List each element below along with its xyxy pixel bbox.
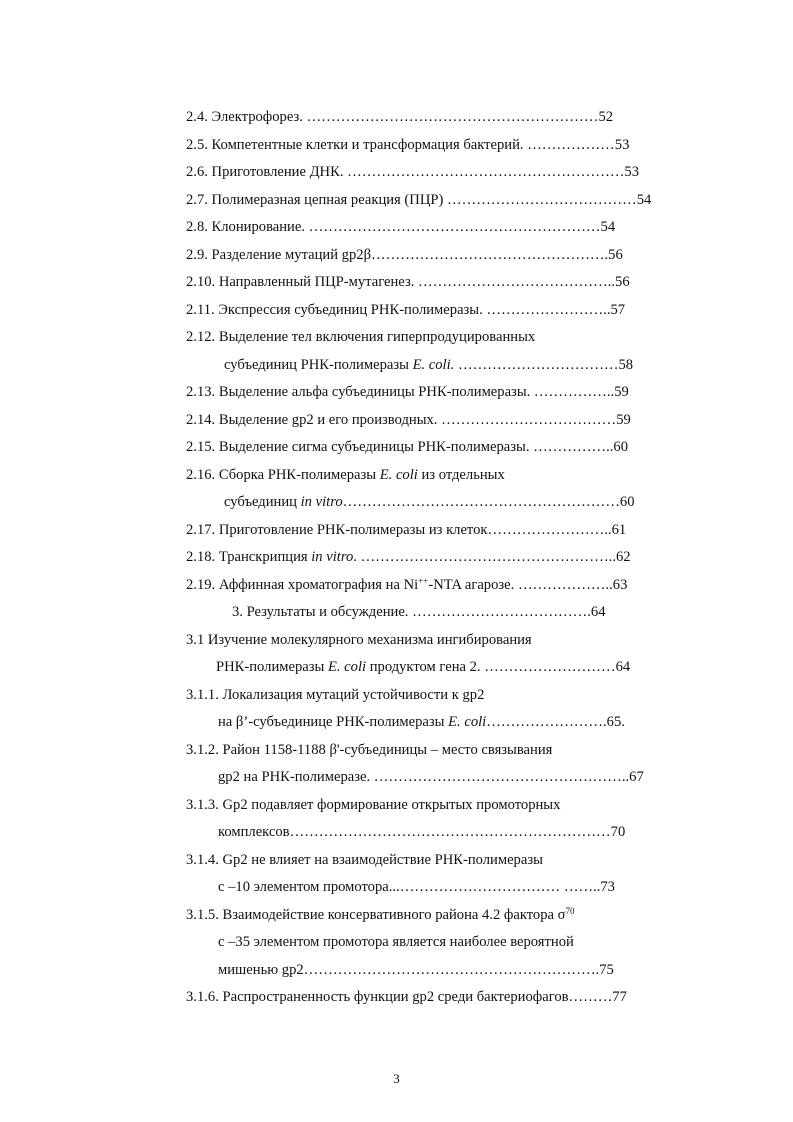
toc-entry-superscript: ++ bbox=[418, 575, 429, 586]
toc-entry bbox=[186, 709, 672, 737]
toc-entry bbox=[186, 682, 672, 710]
toc-leader-dots: …………………………… bbox=[457, 356, 619, 373]
toc-entry-italic: E. coli bbox=[327, 659, 367, 675]
toc-entry bbox=[186, 434, 672, 462]
toc-entry-text: 3.1.4. Gp2 не влияет на взаимодействие РНК-полимеразы bbox=[186, 851, 543, 868]
toc-page-number: 53 bbox=[624, 164, 639, 180]
toc-leader-dots: ……………………………………………………. bbox=[303, 961, 600, 978]
toc-entry-text: на β’-субъединице РНК-полимеразы bbox=[218, 714, 449, 730]
toc-leader-dots: ………………………………. bbox=[412, 604, 591, 620]
toc-leader-dots: ……………………………… bbox=[441, 411, 617, 428]
toc-page-number: 64 bbox=[615, 659, 631, 675]
table-of-contents bbox=[186, 104, 672, 1012]
toc-entry bbox=[186, 214, 672, 242]
toc-page-number: 59 bbox=[616, 411, 631, 428]
toc-entry bbox=[186, 792, 672, 820]
toc-entry-italic: E. coli. bbox=[412, 356, 455, 373]
toc-entry-italic: in vitro bbox=[300, 494, 343, 510]
toc-page-number: 65. bbox=[606, 714, 625, 730]
toc-entry-text: 3. Результаты и обсуждение. bbox=[232, 604, 413, 620]
toc-entry bbox=[186, 819, 672, 847]
toc-entry-text: 2.6. Приготовление ДНК. bbox=[186, 164, 348, 180]
toc-entry-text: с –35 элементом промотора является наиболее вероятной bbox=[218, 934, 574, 950]
toc-leader-dots: …………………………………………. bbox=[371, 246, 609, 263]
toc-entry bbox=[186, 984, 672, 1012]
toc-leader-dots: ……… bbox=[568, 989, 613, 1005]
toc-entry-text: 2.17. Приготовление РНК-полимеразы из клеток bbox=[186, 521, 488, 538]
toc-entry bbox=[186, 352, 672, 380]
toc-page-number: 67 bbox=[629, 769, 644, 785]
toc-page-number: 60 bbox=[619, 494, 635, 510]
toc-page-number: 53 bbox=[614, 136, 630, 153]
toc-leader-dots: …………….. bbox=[533, 439, 614, 455]
toc-page-number: 61 bbox=[611, 521, 627, 538]
toc-page-number: 63 bbox=[612, 576, 628, 593]
toc-entry bbox=[186, 929, 672, 957]
toc-entry bbox=[186, 489, 672, 517]
toc-entry-text: из отдельных bbox=[417, 466, 505, 483]
toc-page-number: 58 bbox=[618, 356, 634, 373]
toc-leader-dots: ..…………………………… …….. bbox=[392, 879, 601, 895]
toc-page-number: 60 bbox=[613, 439, 628, 455]
toc-page-number: 57 bbox=[610, 301, 626, 318]
toc-entry-text: gp2 на РНК-полимеразе. bbox=[218, 769, 374, 785]
toc-entry bbox=[186, 269, 672, 297]
toc-entry bbox=[186, 627, 672, 655]
toc-leader-dots: ………………………………………………… bbox=[342, 494, 620, 510]
toc-entry-text: . bbox=[353, 549, 361, 565]
toc-entry bbox=[186, 764, 672, 792]
toc-entry-italic: in vitro bbox=[311, 549, 354, 565]
toc-entry bbox=[186, 462, 672, 490]
toc-entry-text: 2.15. Выделение сигма субъединицы РНК-полимеразы. bbox=[186, 439, 534, 455]
page-number: 3 bbox=[393, 1071, 400, 1086]
toc-leader-dots: …………………………………………….. bbox=[373, 769, 630, 785]
toc-page-number: 54 bbox=[600, 219, 616, 235]
toc-entry bbox=[186, 874, 672, 902]
toc-entry-text: 3.1.6. Распространенность функции gp2 среди бактериофагов bbox=[186, 989, 569, 1005]
toc-page-number: 56 bbox=[615, 274, 630, 290]
toc-entry-text: с –10 элементом промотора. bbox=[218, 879, 393, 895]
toc-leader-dots: ……………………… bbox=[484, 659, 616, 675]
toc-leader-dots: ………………………………….. bbox=[418, 274, 616, 290]
toc-entry bbox=[186, 654, 672, 682]
toc-entry-text: 3.1.3. Gp2 подавляет формирование открытых промоторных bbox=[186, 796, 561, 813]
toc-entry-text: 3.1 Изучение молекулярного механизма ингибирования bbox=[186, 631, 532, 648]
toc-entry-text: субъединиц bbox=[224, 494, 301, 510]
toc-entry-italic: E. coli bbox=[379, 466, 418, 483]
toc-entry bbox=[186, 544, 672, 572]
toc-leader-dots: ………………………………… bbox=[447, 191, 637, 208]
toc-entry-text: комплексов bbox=[218, 824, 290, 840]
toc-entry-text: субъединиц РНК-полимеразы bbox=[224, 356, 413, 373]
toc-entry bbox=[186, 159, 672, 187]
toc-page-number: 56 bbox=[608, 246, 623, 263]
toc-entry-text: 3.1.1. Локализация мутаций устойчивости к gp2 bbox=[186, 686, 485, 703]
toc-entry-text: 2.10. Направленный ПЦР-мутагенез. bbox=[186, 274, 419, 290]
toc-leader-dots: ……………….. bbox=[517, 576, 613, 593]
toc-leader-dots: …………………………………………….. bbox=[360, 549, 616, 565]
toc-entry bbox=[186, 187, 672, 215]
toc-page-number: 59 bbox=[614, 384, 629, 400]
toc-entry-text: 2.16. Сборка РНК-полимеразы bbox=[186, 466, 380, 483]
toc-entry-text: 2.9. Разделение мутаций gp2β bbox=[186, 246, 372, 263]
toc-entry-text: 2.12. Выделение тел включения гиперпродуцированных bbox=[186, 329, 536, 345]
toc-entry bbox=[186, 847, 672, 875]
toc-entry-text: 2.11. Экспрессия субъединиц РНК-полимеразы. bbox=[186, 301, 487, 318]
toc-entry-text: 2.5. Компетентные клетки и трансформация бактерий. bbox=[186, 136, 528, 153]
toc-entry-text: РНК-полимеразы bbox=[216, 659, 328, 675]
toc-entry bbox=[186, 902, 672, 930]
toc-page-number: 64 bbox=[590, 604, 606, 620]
toc-leader-dots: ………………………………………………… bbox=[347, 164, 625, 180]
toc-leader-dots: …………………………………………………… bbox=[306, 109, 599, 125]
toc-entry-superscript: 70 bbox=[565, 905, 575, 916]
toc-entry-text: 2.19. Аффинная хроматография на Ni bbox=[186, 576, 419, 593]
toc-page-number: 52 bbox=[598, 109, 614, 125]
toc-leader-dots: …………….. bbox=[533, 384, 615, 400]
toc-page-number: 70 bbox=[610, 824, 626, 840]
toc-entry-text: 3.1.2. Район 1158-1188 β'-субъединицы – место связывания bbox=[186, 741, 553, 758]
toc-leader-dots: …………………….. bbox=[486, 301, 611, 318]
toc-leader-dots: ………………………………………………………… bbox=[289, 824, 611, 840]
toc-entry-text: -NTA агарозе. bbox=[428, 576, 518, 593]
toc-entry bbox=[186, 324, 672, 352]
toc-page-number: 77 bbox=[612, 989, 627, 1005]
toc-entry-text: продуктом гена 2. bbox=[366, 659, 485, 675]
toc-entry-text: 2.13. Выделение альфа субъединицы РНК-полимеразы. bbox=[186, 384, 534, 400]
toc-entry bbox=[186, 517, 672, 545]
toc-entry bbox=[186, 407, 672, 435]
toc-entry bbox=[186, 242, 672, 270]
toc-entry bbox=[186, 737, 672, 765]
toc-page-number: 62 bbox=[615, 549, 631, 565]
toc-leader-dots: …………………………………………………… bbox=[308, 219, 601, 235]
toc-entry bbox=[186, 957, 672, 985]
toc-entry-text: 2.7. Полимеразная цепная реакция (ПЦР) bbox=[186, 191, 447, 208]
toc-entry bbox=[186, 132, 672, 160]
toc-entry bbox=[186, 297, 672, 325]
toc-page-number: 73 bbox=[600, 879, 615, 895]
toc-leader-dots: ……………… bbox=[527, 136, 615, 153]
toc-leader-dots: …………………….. bbox=[487, 521, 612, 538]
toc-entry-text: 3.1.5. Взаимодействие консервативного района 4.2 фактора σ bbox=[186, 906, 566, 923]
toc-entry bbox=[186, 104, 672, 132]
toc-entry-text: 2.14. Выделение gp2 и его производных. bbox=[186, 411, 442, 428]
toc-entry-text: 2.4. Электрофорез. bbox=[186, 109, 307, 125]
toc-leader-dots: ……………………. bbox=[486, 714, 607, 730]
toc-entry bbox=[186, 572, 672, 600]
toc-entry-text: 2.8. Клонирование. bbox=[186, 219, 309, 235]
toc-entry-italic: E. coli bbox=[448, 714, 487, 730]
toc-page-number: 75 bbox=[599, 961, 614, 978]
toc-entry bbox=[186, 599, 672, 627]
toc-entry-text: 2.18. Транскрипция bbox=[186, 549, 312, 565]
toc-page-number: 54 bbox=[636, 191, 652, 208]
toc-entry bbox=[186, 379, 672, 407]
toc-entry-text: мишенью gp2 bbox=[218, 961, 304, 978]
